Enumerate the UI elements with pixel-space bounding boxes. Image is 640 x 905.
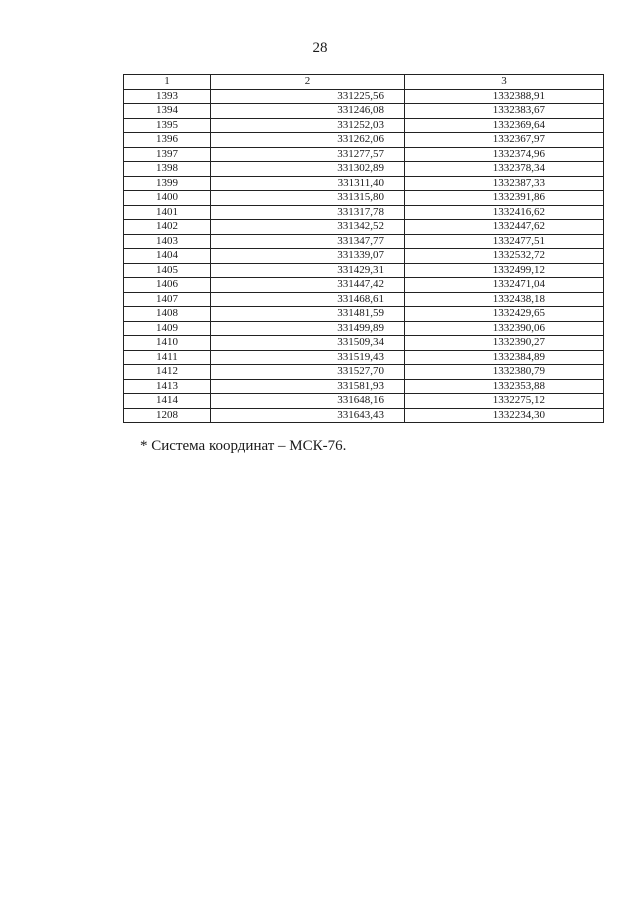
x-coordinate-cell: 331499,89 <box>211 321 405 336</box>
point-number-cell: 1413 <box>124 379 211 394</box>
coordinates-table-body <box>124 75 604 423</box>
x-coordinate-cell: 331581,93 <box>211 379 405 394</box>
point-number-cell: 1411 <box>124 350 211 365</box>
point-number-cell: 1404 <box>124 249 211 264</box>
point-number-cell: 1410 <box>124 336 211 351</box>
x-coordinate-cell: 331302,89 <box>211 162 405 177</box>
table-row <box>124 307 604 322</box>
column-header-3: 3 <box>405 75 604 90</box>
page-number: 28 <box>312 40 328 56</box>
table-header-row <box>124 75 604 90</box>
table-row <box>124 176 604 191</box>
column-header-1: 1 <box>124 75 211 90</box>
x-coordinate-cell: 331481,59 <box>211 307 405 322</box>
y-coordinate-cell: 1332369,64 <box>405 118 604 133</box>
x-coordinate-cell: 331317,78 <box>211 205 405 220</box>
x-coordinate-cell: 331262,06 <box>211 133 405 148</box>
table-row <box>124 249 604 264</box>
y-coordinate-cell: 1332499,12 <box>405 263 604 278</box>
y-coordinate-cell: 1332390,06 <box>405 321 604 336</box>
point-number-cell: 1414 <box>124 394 211 409</box>
table-row <box>124 162 604 177</box>
x-coordinate-cell: 331643,43 <box>211 408 405 423</box>
x-coordinate-cell: 331519,43 <box>211 350 405 365</box>
point-number-cell: 1396 <box>124 133 211 148</box>
x-coordinate-cell: 331277,57 <box>211 147 405 162</box>
table-row <box>124 118 604 133</box>
y-coordinate-cell: 1332353,88 <box>405 379 604 394</box>
y-coordinate-cell: 1332367,97 <box>405 133 604 148</box>
column-header-2: 2 <box>211 75 405 90</box>
y-coordinate-cell: 1332380,79 <box>405 365 604 380</box>
point-number-cell: 1405 <box>124 263 211 278</box>
y-coordinate-cell: 1332429,65 <box>405 307 604 322</box>
table-row <box>124 205 604 220</box>
point-number-cell: 1407 <box>124 292 211 307</box>
table-row <box>124 147 604 162</box>
coordinates-table <box>123 74 604 423</box>
x-coordinate-cell: 331252,03 <box>211 118 405 133</box>
point-number-cell: 1406 <box>124 278 211 293</box>
table-row <box>124 336 604 351</box>
table-row <box>124 321 604 336</box>
table-row <box>124 89 604 104</box>
y-coordinate-cell: 1332390,27 <box>405 336 604 351</box>
table-row <box>124 104 604 119</box>
point-number-cell: 1408 <box>124 307 211 322</box>
x-coordinate-cell: 331648,16 <box>211 394 405 409</box>
y-coordinate-cell: 1332374,96 <box>405 147 604 162</box>
y-coordinate-cell: 1332532,72 <box>405 249 604 264</box>
x-coordinate-cell: 331246,08 <box>211 104 405 119</box>
x-coordinate-cell: 331339,07 <box>211 249 405 264</box>
table-row <box>124 292 604 307</box>
x-coordinate-cell: 331315,80 <box>211 191 405 206</box>
point-number-cell: 1395 <box>124 118 211 133</box>
x-coordinate-cell: 331447,42 <box>211 278 405 293</box>
y-coordinate-cell: 1332438,18 <box>405 292 604 307</box>
table-row <box>124 220 604 235</box>
point-number-cell: 1403 <box>124 234 211 249</box>
point-number-cell: 1397 <box>124 147 211 162</box>
y-coordinate-cell: 1332387,33 <box>405 176 604 191</box>
point-number-cell: 1394 <box>124 104 211 119</box>
point-number-cell: 1412 <box>124 365 211 380</box>
point-number-cell: 1208 <box>124 408 211 423</box>
table-row <box>124 350 604 365</box>
y-coordinate-cell: 1332447,62 <box>405 220 604 235</box>
x-coordinate-cell: 331347,77 <box>211 234 405 249</box>
y-coordinate-cell: 1332383,67 <box>405 104 604 119</box>
x-coordinate-cell: 331468,61 <box>211 292 405 307</box>
table-row <box>124 394 604 409</box>
point-number-cell: 1402 <box>124 220 211 235</box>
x-coordinate-cell: 331225,56 <box>211 89 405 104</box>
table-row <box>124 408 604 423</box>
point-number-cell: 1399 <box>124 176 211 191</box>
table-row <box>124 379 604 394</box>
table-row <box>124 278 604 293</box>
y-coordinate-cell: 1332391,86 <box>405 191 604 206</box>
table-row <box>124 133 604 148</box>
x-coordinate-cell: 331342,52 <box>211 220 405 235</box>
point-number-cell: 1393 <box>124 89 211 104</box>
table-row <box>124 365 604 380</box>
table-row <box>124 263 604 278</box>
x-coordinate-cell: 331527,70 <box>211 365 405 380</box>
y-coordinate-cell: 1332275,12 <box>405 394 604 409</box>
y-coordinate-cell: 1332416,62 <box>405 205 604 220</box>
point-number-cell: 1401 <box>124 205 211 220</box>
coordinate-system-footnote: * Система координат – МСК-76. <box>140 438 347 454</box>
y-coordinate-cell: 1332378,34 <box>405 162 604 177</box>
y-coordinate-cell: 1332471,04 <box>405 278 604 293</box>
point-number-cell: 1409 <box>124 321 211 336</box>
x-coordinate-cell: 331429,31 <box>211 263 405 278</box>
table-row <box>124 234 604 249</box>
y-coordinate-cell: 1332234,30 <box>405 408 604 423</box>
x-coordinate-cell: 331311,40 <box>211 176 405 191</box>
y-coordinate-cell: 1332388,91 <box>405 89 604 104</box>
x-coordinate-cell: 331509,34 <box>211 336 405 351</box>
point-number-cell: 1398 <box>124 162 211 177</box>
y-coordinate-cell: 1332477,51 <box>405 234 604 249</box>
y-coordinate-cell: 1332384,89 <box>405 350 604 365</box>
point-number-cell: 1400 <box>124 191 211 206</box>
table-row <box>124 191 604 206</box>
